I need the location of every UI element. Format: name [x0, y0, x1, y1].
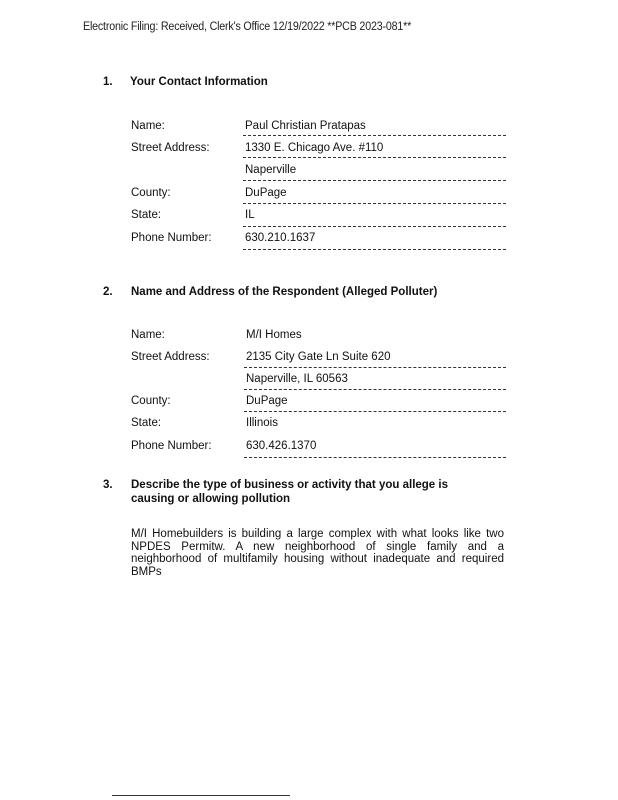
s2-street-value: 2135 City Gate Ln Suite 620: [246, 351, 391, 363]
s2-county-underline: [244, 411, 506, 412]
s1-name-label: Name:: [131, 120, 165, 132]
s1-street-label: Street Address:: [131, 142, 210, 154]
s1-phone-label: Phone Number:: [131, 232, 212, 244]
s2-name-value: M/I Homes: [246, 329, 302, 341]
section-3-title: Describe the type of business or activity that you allege is causing or allowing pollution: [131, 479, 448, 505]
s1-name-underline: [243, 135, 506, 136]
section-1-number: 1.: [103, 76, 113, 88]
section-1-title: Your Contact Information: [130, 76, 268, 88]
footer-line: [112, 795, 290, 796]
s2-state-label: State:: [131, 417, 162, 429]
s2-city-underline: [244, 389, 506, 390]
s2-state-value: Illinois: [246, 417, 278, 429]
s2-county-value: DuPage: [246, 395, 288, 407]
section-3-number: 3.: [103, 479, 113, 491]
s1-street-value: 1330 E. Chicago Ave. #110: [245, 142, 384, 154]
s1-county-value: DuPage: [245, 187, 287, 199]
filing-stamp-header: Electronic Filing: Received, Clerk's Office 12/19/2022 **PCB 2023-081**: [83, 21, 412, 33]
section-2-number: 2.: [103, 286, 113, 298]
s2-city-value: Naperville, IL 60563: [246, 373, 348, 385]
s2-street-label: Street Address:: [131, 351, 210, 363]
s2-phone-underline: [244, 457, 506, 458]
s1-phone-value: 630.210.1637: [245, 232, 316, 244]
s1-street-underline: [243, 157, 506, 158]
section-2-title: Name and Address of the Respondent (Alleged Polluter): [131, 286, 438, 298]
s1-county-label: County:: [131, 187, 171, 199]
s1-city-value: Naperville: [245, 164, 297, 176]
s2-street-underline: [244, 367, 506, 368]
s1-state-label: State:: [131, 209, 162, 221]
s1-name-value: Paul Christian Pratapas: [245, 120, 366, 132]
s2-phone-label: Phone Number:: [131, 440, 212, 452]
s1-county-underline: [243, 203, 506, 204]
s1-city-underline: [243, 180, 506, 181]
s1-phone-underline: [243, 249, 506, 250]
section-3-description: M/I Homebuilders is building a large complex with what looks like two NPDES Permitw. A new neighborhood of single family and a neighborhood of multifamily housing without inadequate and required BMPs: [131, 528, 504, 578]
s1-state-underline: [243, 226, 506, 227]
s2-county-label: County:: [131, 395, 171, 407]
s2-phone-value: 630.426.1370: [246, 440, 317, 452]
s1-state-value: IL: [245, 209, 255, 221]
s2-name-label: Name:: [131, 329, 165, 341]
